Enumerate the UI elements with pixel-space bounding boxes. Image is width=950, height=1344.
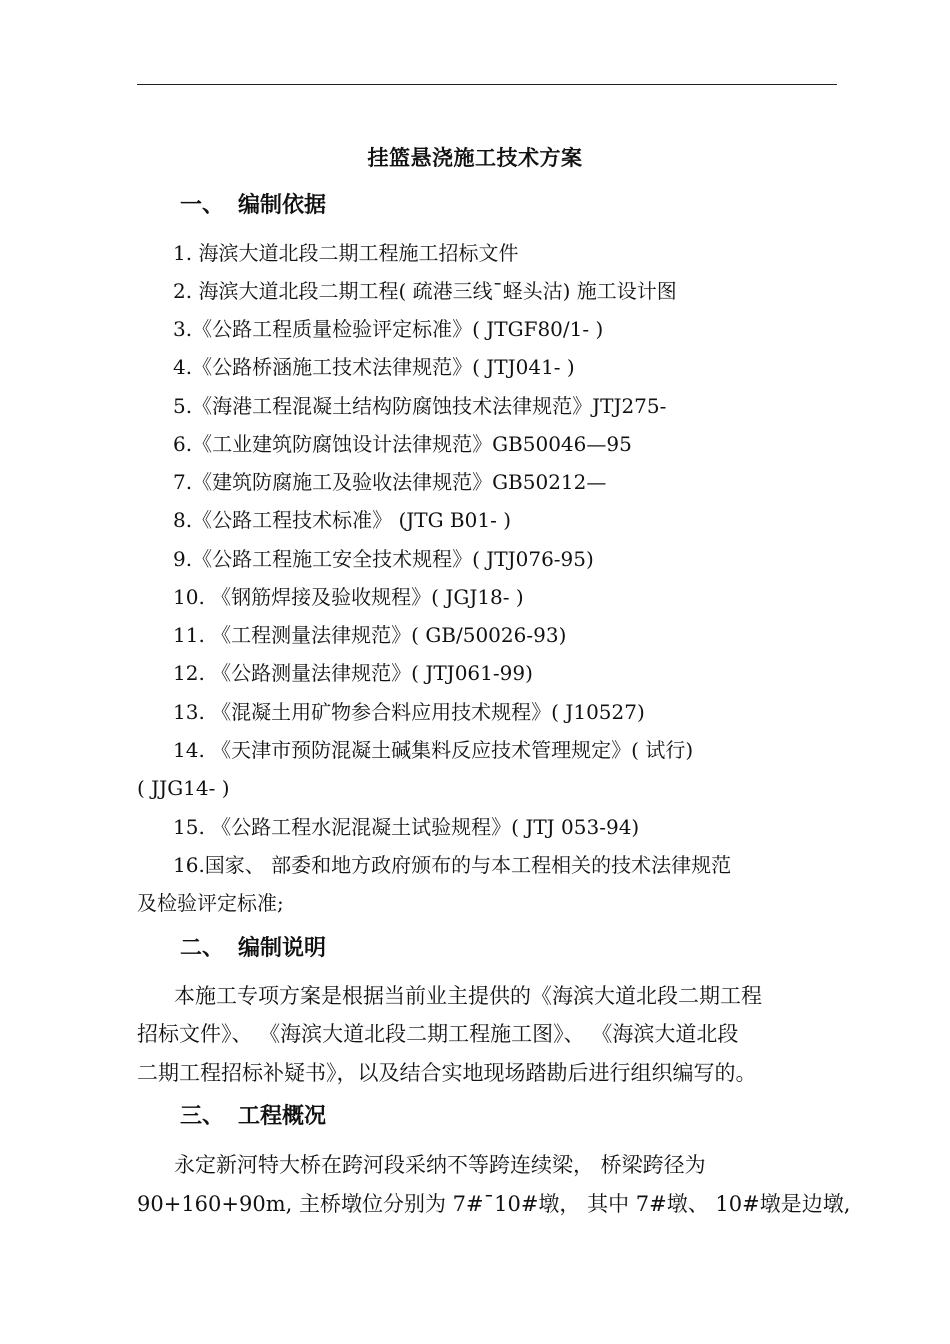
reference-item: 6.《工业建筑防腐蚀设计法律规范》GB50046—95 [173, 432, 632, 456]
section-title: 工程概况 [238, 1104, 327, 1129]
section-heading-2 [180, 931, 326, 962]
section-title: 编制依据 [238, 193, 327, 218]
paragraph-line: 二期工程招标补疑书》，以及结合实地现场踏勘后进行组织编写的。 [137, 1061, 757, 1085]
reference-item: 10. 《钢筋焊接及验收规程》( JGJ18- ) [173, 585, 524, 609]
paragraph-line: 90+160+90m, 主桥墩位分别为 7#¯10#墩， 其中 7#墩、 10#墩是边墩, [137, 1192, 851, 1216]
reference-item: 13. 《混凝土用矿物参合料应用技术规程》( J10527) [173, 700, 645, 724]
section-heading-3 [180, 1099, 326, 1130]
section-heading-1 [180, 188, 326, 219]
reference-item-continuation: 及检验评定标准; [137, 891, 284, 915]
section-number: 二、 [180, 936, 225, 961]
reference-item: 8.《公路工程技术标准》 (JTG B01- ) [173, 508, 511, 532]
reference-item: 3.《公路工程质量检验评定标准》( JTGF80/1- ) [173, 317, 604, 341]
reference-item: 5.《海港工程混凝土结构防腐蚀技术法律规范》JTJ275- [173, 394, 667, 418]
reference-item: 4.《公路桥涵施工技术法律规范》( JTJ041- ) [173, 355, 575, 379]
section-number: 三、 [180, 1104, 225, 1129]
reference-item: 1. 海滨大道北段二期工程施工招标文件 [173, 241, 519, 265]
section-number: 一、 [180, 193, 225, 218]
reference-item: 11. 《工程测量法律规范》( GB/50026-93) [173, 623, 567, 647]
reference-item-continuation: ( JJG14- ) [137, 776, 230, 800]
section-title: 编制说明 [238, 936, 327, 961]
paragraph-line: 招标文件》、 《海滨大道北段二期工程施工图》、 《海滨大道北段 [137, 1022, 739, 1046]
paragraph-line: 永定新河特大桥在跨河段采纳不等跨连续梁， 桥梁跨径为 [174, 1153, 706, 1177]
document-title: 挂篮悬浇施工技术方案 [367, 146, 583, 170]
reference-item: 2. 海滨大道北段二期工程( 疏港三线¯蛏头沽) 施工设计图 [173, 279, 677, 303]
reference-item: 9.《公路工程施工安全技术规程》( JTJ076-95) [173, 547, 594, 571]
reference-item: 12. 《公路测量法律规范》( JTJ061-99) [173, 661, 533, 685]
paragraph-line: 本施工专项方案是根据当前业主提供的《海滨大道北段二期工程 [174, 984, 762, 1008]
reference-item: 15. 《公路工程水泥混凝土试验规程》( JTJ 053-94) [173, 815, 640, 839]
reference-item: 14. 《天津市预防混凝土碱集料反应技术管理规定》( 试行) [173, 738, 694, 762]
reference-item: 7.《建筑防腐施工及验收法律规范》GB50212— [173, 470, 607, 494]
header-rule [137, 84, 837, 85]
reference-item: 16.国家、 部委和地方政府颁布的与本工程相关的技术法律规范 [173, 853, 732, 877]
